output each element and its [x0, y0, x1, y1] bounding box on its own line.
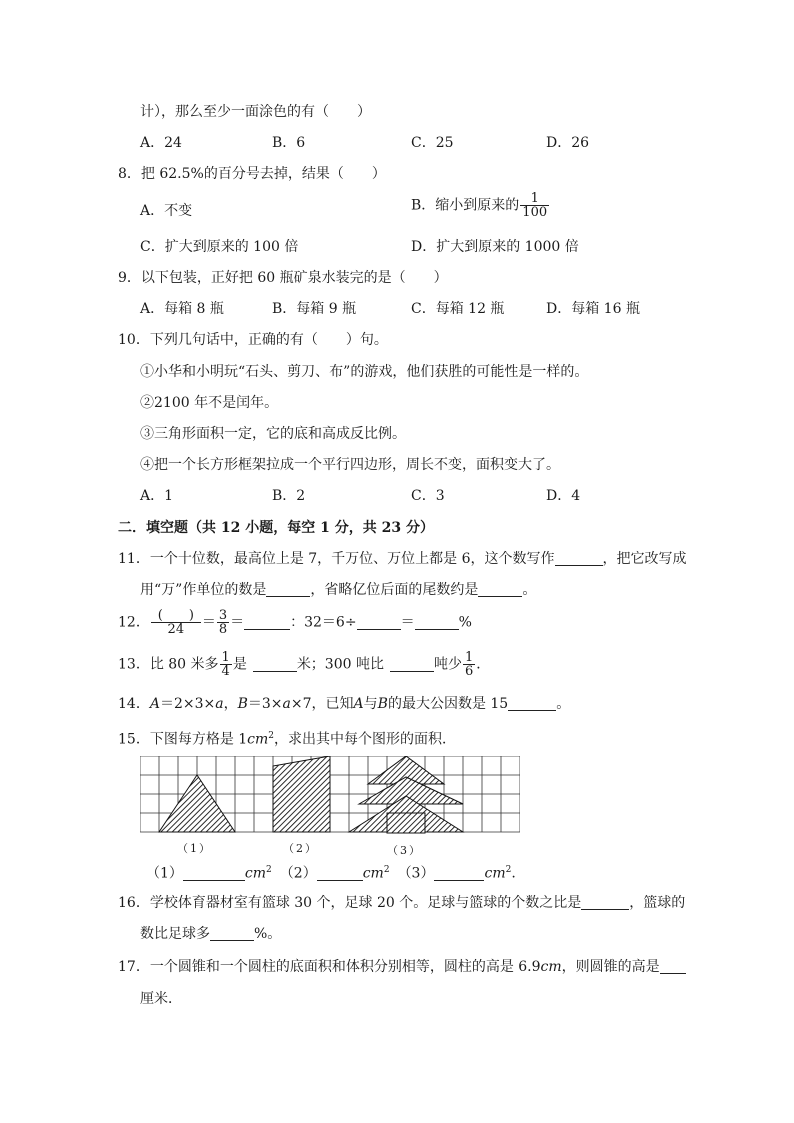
q9-option-c[interactable]: C．每箱 12 瓶: [411, 301, 505, 317]
q9-option-b[interactable]: B．每箱 9 瓶: [272, 301, 357, 317]
caption-3: （3）: [387, 844, 422, 857]
answer-blank[interactable]: [555, 550, 603, 566]
q15-answers: （1） $cm^2$ （2） $cm^2$ （3） $cm^2$.: [146, 865, 516, 882]
fraction-3-8: $\frac{3}{8}$: [218, 608, 228, 637]
answer-blank[interactable]: [660, 958, 686, 974]
fraction-1-100: $\frac{1}{100}$: [522, 191, 548, 220]
answer-blank[interactable]: [357, 614, 401, 630]
shape-2-trapezoid: [273, 756, 330, 832]
answer-blank[interactable]: [581, 894, 629, 910]
q9-option-d[interactable]: D．每箱 16 瓶: [546, 301, 640, 317]
answer-blank[interactable]: [244, 614, 290, 630]
q9-option-a[interactable]: A．每箱 8 瓶: [140, 301, 224, 317]
answer-blank[interactable]: [210, 925, 254, 941]
shape-1-triangle: [159, 775, 235, 832]
q11-line-1: 11．一个十位数，最高位上是 7，千万位、万位上都是 6，这个数写作 ，把它改写成: [118, 551, 687, 567]
q11-line-2: 用“万”作单位的数是 ，省略亿位后面的尾数约是 。: [140, 582, 537, 598]
answer-blank[interactable]: [253, 656, 297, 672]
q10-statement-4: ④把一个长方形框架拉成一个平行四边形，周长不变，面积变大了。: [140, 457, 560, 473]
q10-option-a[interactable]: A．1: [140, 488, 174, 504]
answer-blank[interactable]: [317, 865, 363, 881]
answer-blank[interactable]: [508, 695, 556, 711]
answer-blank[interactable]: [478, 581, 522, 597]
q9-stem: 9．以下包装，正好把 60 瓶矿泉水装完的是（ ）: [118, 270, 448, 286]
q8-option-b[interactable]: [411, 192, 550, 219]
q14-line: 14．A＝2×3×a，B＝3×a×7，已知A与B的最大公因数是 15 。: [118, 696, 571, 712]
fraction-1-6: $\frac{1}{6}$: [464, 650, 474, 679]
grid-shapes-svg: [140, 756, 520, 836]
answer-blank[interactable]: [415, 614, 459, 630]
q17-line-2: 厘米．: [140, 991, 182, 1007]
q10-statement-1: ①小华和小明玩“石头、剪刀、布”的游戏，他们获胜的可能性是一样的。: [140, 364, 589, 380]
q13-line: 13．比 80 米多 $\frac{1}{4}$ 是 米；300 吨比 吨少 $\frac{1}{6}$ ．: [118, 650, 491, 679]
q8-option-c[interactable]: C．扩大到原来的 100 倍: [140, 239, 299, 255]
q16-line-1: 16．学校体育器材室有篮球 30 个，足球 20 个。足球与篮球的个数之比是 ，篮球的: [118, 895, 686, 911]
q7-option-d[interactable]: D．26: [546, 135, 590, 151]
q10-stem: 10．下列几句话中，正确的有（ ）句。: [118, 332, 388, 348]
q10-option-d[interactable]: D．4: [546, 488, 581, 504]
q12-line: 12． $\frac{( )}{24}$ ＝ $\frac{3}{8}$ ＝ ：32＝6÷ ＝ %: [118, 608, 472, 637]
fraction-blank-24[interactable]: $\frac{( )}{24}$: [151, 609, 201, 636]
q8-option-a[interactable]: A．不变: [140, 203, 193, 219]
q8-stem: 8．把 62.5%的百分号去掉，结果（ ）: [118, 166, 386, 182]
q15-stem: 15．下图每方格是 $1cm^2$，求出其中每个图形的面积．: [118, 731, 457, 748]
answer-blank[interactable]: [390, 656, 434, 672]
q10-statement-3: ③三角形面积一定，它的底和高成反比例。: [140, 426, 406, 442]
grid-figure: [140, 756, 520, 857]
shape-3-trunk: [387, 813, 425, 833]
q10-statement-2: ②2100 年不是闰年。: [140, 395, 279, 411]
q8-option-d[interactable]: D．扩大到原来的 1000 倍: [411, 239, 579, 255]
q8-option-b-text: B．缩小到原来的: [411, 197, 520, 214]
answer-blank[interactable]: [266, 581, 310, 597]
q7-option-b[interactable]: B．6: [272, 135, 306, 151]
q7-stem-continued: 计），那么至少一面涂色的有（ ）: [140, 104, 371, 120]
fraction-1-4: $\frac{1}{4}$: [221, 650, 230, 679]
answer-blank[interactable]: [183, 865, 245, 881]
q10-option-c[interactable]: C．3: [411, 488, 445, 504]
section-heading-fill-in: 二．填空题（共 12 小题，每空 1 分，共 23 分）: [118, 520, 434, 536]
q7-option-c[interactable]: C．25: [411, 135, 454, 151]
caption-1: （1）: [177, 842, 212, 855]
caption-2: （2）: [283, 842, 318, 855]
q16-line-2: 数比足球多 %。: [140, 926, 282, 942]
q7-option-a[interactable]: A．24: [140, 135, 182, 151]
q17-line-1: 17．一个圆锥和一个圆柱的底面积和体积分别相等，圆柱的高是 6.9cm，则圆锥的高是: [118, 957, 686, 977]
q10-option-b[interactable]: B．2: [272, 488, 306, 504]
answer-blank[interactable]: [434, 865, 484, 881]
